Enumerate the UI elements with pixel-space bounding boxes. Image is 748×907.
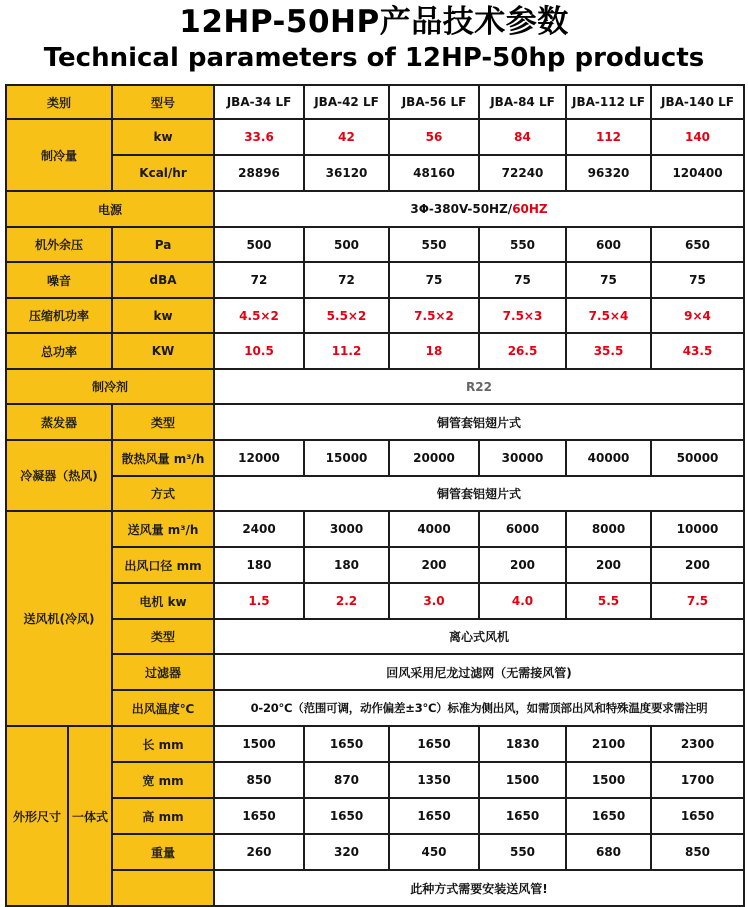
fan-motor-value: 2.2 <box>304 583 389 619</box>
fan-airflow-value: 4000 <box>389 511 479 547</box>
fan-motor-label: 电机 kw <box>112 583 214 619</box>
condenser-method-value: 铜管套铝翅片式 <box>214 476 744 511</box>
refrigerant-label: 制冷剂 <box>6 369 214 404</box>
fan-motor-value: 3.0 <box>389 583 479 619</box>
noise-value: 75 <box>651 262 744 298</box>
cooling-kw-value: 56 <box>389 119 479 155</box>
dim-length-value: 1650 <box>389 726 479 762</box>
fan-type-row <box>6 619 744 654</box>
note-label-blank <box>112 870 214 906</box>
power-supply-main: 3Φ-380V-50HZ/ <box>410 202 513 216</box>
cooling-kw-row <box>6 119 744 155</box>
static-pressure-row <box>6 227 744 262</box>
dim-length-value: 1650 <box>304 726 389 762</box>
weight-value: 260 <box>214 834 304 870</box>
dim-width-value: 1350 <box>389 762 479 798</box>
model-name: JBA-84 LF <box>479 85 566 119</box>
refrigerant-row <box>6 369 744 404</box>
spec-table <box>5 84 745 907</box>
total-power-value: 26.5 <box>479 333 566 369</box>
compressor-power-value: 4.5×2 <box>214 298 304 333</box>
dimensions-sublabel: 一体式 <box>68 726 112 906</box>
total-power-value: 10.5 <box>214 333 304 369</box>
compressor-power-value: 5.5×2 <box>304 298 389 333</box>
page-title: 12HP-50HP产品技术参数 <box>179 4 569 40</box>
condenser-airflow-value: 30000 <box>479 440 566 476</box>
dim-length-value: 2100 <box>566 726 651 762</box>
static-pressure-value: 650 <box>651 227 744 262</box>
unit-label: Pa <box>112 227 214 262</box>
fan-filter-value: 回风采用尼龙过滤网（无需接风管) <box>214 654 744 690</box>
weight-value: 320 <box>304 834 389 870</box>
fan-outlet-value: 200 <box>389 547 479 583</box>
noise-value: 72 <box>214 262 304 298</box>
unit-label: dBA <box>112 262 214 298</box>
dimensions-label: 外形尺寸 <box>6 726 68 906</box>
compressor-power-label: 压缩机功率 <box>6 298 112 333</box>
dim-height-value: 1650 <box>389 798 479 834</box>
supply-fan-label: 送风机(冷风) <box>6 511 112 726</box>
model-name: JBA-34 LF <box>214 85 304 119</box>
condenser-airflow-value: 12000 <box>214 440 304 476</box>
dim-width-value: 1700 <box>651 762 744 798</box>
fan-airflow-label: 送风量 m³/h <box>112 511 214 547</box>
cooling-kw-value: 140 <box>651 119 744 155</box>
power-supply-label: 电源 <box>6 191 214 227</box>
fan-type-label: 类型 <box>112 619 214 654</box>
fan-airflow-value: 8000 <box>566 511 651 547</box>
note-row <box>6 870 744 906</box>
cooling-kcal-value: 120400 <box>651 155 744 191</box>
noise-value: 75 <box>566 262 651 298</box>
fan-motor-value: 5.5 <box>566 583 651 619</box>
model-name: JBA-56 LF <box>389 85 479 119</box>
total-power-value: 18 <box>389 333 479 369</box>
evaporator-label: 蒸发器 <box>6 404 112 440</box>
fan-airflow-value: 3000 <box>304 511 389 547</box>
fan-filter-label: 过滤器 <box>112 654 214 690</box>
static-pressure-value: 550 <box>389 227 479 262</box>
cooling-label: 制冷量 <box>6 119 112 191</box>
total-power-value: 11.2 <box>304 333 389 369</box>
power-supply-row <box>6 191 744 227</box>
cooling-kcal-value: 28896 <box>214 155 304 191</box>
dim-height-value: 1650 <box>651 798 744 834</box>
fan-motor-row <box>6 583 744 619</box>
unit-label: kw <box>112 119 214 155</box>
dim-height-value: 1650 <box>566 798 651 834</box>
total-power-row <box>6 333 744 369</box>
unit-label: KW <box>112 333 214 369</box>
fan-airflow-value: 2400 <box>214 511 304 547</box>
noise-row <box>6 262 744 298</box>
weight-row <box>6 834 744 870</box>
dim-length-label: 长 mm <box>112 726 214 762</box>
unit-label: Kcal/hr <box>112 155 214 191</box>
dim-length-value: 2300 <box>651 726 744 762</box>
compressor-power-value: 7.5×2 <box>389 298 479 333</box>
condenser-airflow-value: 50000 <box>651 440 744 476</box>
evaporator-row <box>6 404 744 440</box>
condenser-label: 冷凝器（热风) <box>6 440 112 511</box>
cooling-kcal-value: 72240 <box>479 155 566 191</box>
fan-outlet-row <box>6 547 744 583</box>
dim-width-label: 宽 mm <box>112 762 214 798</box>
compressor-power-row <box>6 298 744 333</box>
dim-width-value: 1500 <box>566 762 651 798</box>
dim-width-value: 870 <box>304 762 389 798</box>
cooling-kcal-value: 36120 <box>304 155 389 191</box>
dim-width-value: 850 <box>214 762 304 798</box>
cooling-kcal-value: 96320 <box>566 155 651 191</box>
power-supply-alt: 60HZ <box>512 202 548 216</box>
dim-height-value: 1650 <box>479 798 566 834</box>
cooling-kcal-row <box>6 155 744 191</box>
fan-temp-label: 出风温度℃ <box>112 690 214 726</box>
model-name: JBA-140 LF <box>651 85 744 119</box>
compressor-power-value: 7.5×3 <box>479 298 566 333</box>
weight-value: 450 <box>389 834 479 870</box>
cooling-kw-value: 84 <box>479 119 566 155</box>
fan-outlet-label: 出风口径 mm <box>112 547 214 583</box>
fan-outlet-value: 200 <box>651 547 744 583</box>
cooling-kw-value: 112 <box>566 119 651 155</box>
static-pressure-value: 550 <box>479 227 566 262</box>
weight-value: 850 <box>651 834 744 870</box>
weight-value: 550 <box>479 834 566 870</box>
model-name: JBA-42 LF <box>304 85 389 119</box>
fan-airflow-value: 10000 <box>651 511 744 547</box>
dim-width-row <box>6 762 744 798</box>
fan-motor-value: 7.5 <box>651 583 744 619</box>
total-power-value: 43.5 <box>651 333 744 369</box>
header-model: 型号 <box>112 85 214 119</box>
noise-value: 72 <box>304 262 389 298</box>
compressor-power-value: 9×4 <box>651 298 744 333</box>
static-pressure-value: 500 <box>214 227 304 262</box>
header-row <box>6 85 744 119</box>
condenser-method-row <box>6 476 744 511</box>
noise-value: 75 <box>389 262 479 298</box>
dim-width-value: 1500 <box>479 762 566 798</box>
dim-height-value: 1650 <box>304 798 389 834</box>
fan-temp-value: 0-20℃（范围可调，动作偏差±3℃）标准为侧出风，如需顶部出风和特殊温度要求需注明 <box>214 690 744 726</box>
page-subtitle: Technical parameters of 12HP-50hp products <box>43 43 705 73</box>
cooling-kw-value: 42 <box>304 119 389 155</box>
cooling-kcal-value: 48160 <box>389 155 479 191</box>
static-pressure-label: 机外余压 <box>6 227 112 262</box>
header-category: 类别 <box>6 85 112 119</box>
fan-type-value: 离心式风机 <box>214 619 744 654</box>
fan-outlet-value: 180 <box>214 547 304 583</box>
fan-motor-value: 1.5 <box>214 583 304 619</box>
dim-height-row <box>6 798 744 834</box>
condenser-airflow-row <box>6 440 744 476</box>
condenser-airflow-label: 散热风量 m³/h <box>112 440 214 476</box>
weight-label: 重量 <box>112 834 214 870</box>
dim-height-value: 1650 <box>214 798 304 834</box>
compressor-power-value: 7.5×4 <box>566 298 651 333</box>
fan-filter-row <box>6 654 744 690</box>
evaporator-type-value: 铜管套铝翅片式 <box>214 404 744 440</box>
dim-length-value: 1500 <box>214 726 304 762</box>
total-power-value: 35.5 <box>566 333 651 369</box>
fan-outlet-value: 200 <box>479 547 566 583</box>
static-pressure-value: 600 <box>566 227 651 262</box>
noise-label: 噪音 <box>6 262 112 298</box>
condenser-method-label: 方式 <box>112 476 214 511</box>
cooling-kw-value: 33.6 <box>214 119 304 155</box>
condenser-airflow-value: 15000 <box>304 440 389 476</box>
weight-value: 680 <box>566 834 651 870</box>
evaporator-type-label: 类型 <box>112 404 214 440</box>
unit-label: kw <box>112 298 214 333</box>
dim-length-row <box>6 726 744 762</box>
fan-airflow-value: 6000 <box>479 511 566 547</box>
fan-airflow-row <box>6 511 744 547</box>
dim-length-value: 1830 <box>479 726 566 762</box>
dim-height-label: 高 mm <box>112 798 214 834</box>
fan-outlet-value: 180 <box>304 547 389 583</box>
model-name: JBA-112 LF <box>566 85 651 119</box>
installation-note: 此种方式需要安装送风管! <box>214 870 744 906</box>
total-power-label: 总功率 <box>6 333 112 369</box>
fan-outlet-value: 200 <box>566 547 651 583</box>
noise-value: 75 <box>479 262 566 298</box>
refrigerant-value: R22 <box>214 369 744 404</box>
condenser-airflow-value: 40000 <box>566 440 651 476</box>
fan-motor-value: 4.0 <box>479 583 566 619</box>
static-pressure-value: 500 <box>304 227 389 262</box>
condenser-airflow-value: 20000 <box>389 440 479 476</box>
fan-temp-row <box>6 690 744 726</box>
power-supply-value <box>214 191 744 227</box>
